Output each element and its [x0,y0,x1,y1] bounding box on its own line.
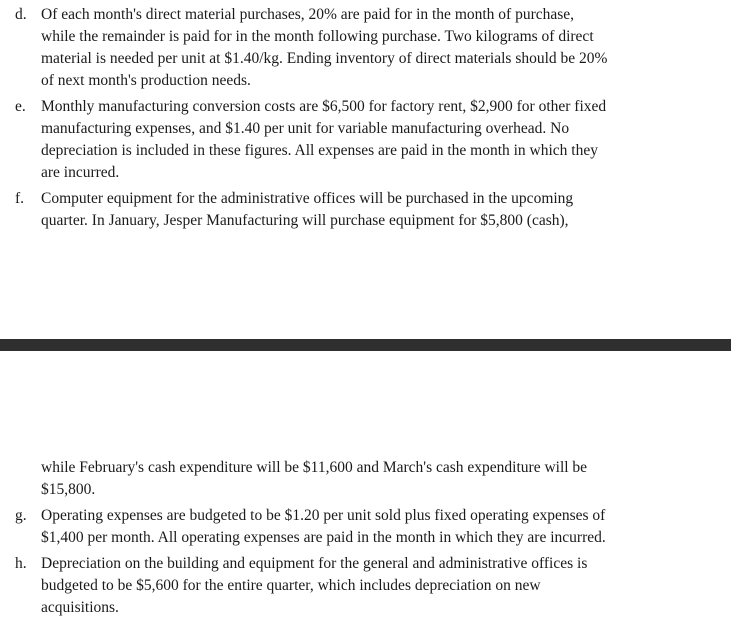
list-item-g [0,505,731,549]
item-line: quarter. In January, Jesper Manufacturing will purchase equipment for $5,800 (cash), [41,212,569,229]
list-item-e [0,96,731,184]
item-line: manufacturing expenses, and $1.40 per unit for variable manufacturing overhead. No [41,120,570,137]
item-marker: f. [15,190,25,207]
item-line: $1,400 per month. All operating expenses are paid in the month in which they are incurred. [41,529,606,546]
list-item-d [0,4,731,92]
item-marker: e. [15,98,26,115]
item-line: material is needed per unit at $1.40/kg. Ending inventory of direct materials should be 20% [41,50,608,67]
item-line: $15,800. [41,481,96,498]
list-item-f [0,188,731,232]
item-marker: d. [15,6,27,23]
page-break-divider [0,339,731,351]
item-line: while the remainder is paid for in the month following purchase. Two kilograms of direct [41,28,594,45]
item-line: Computer equipment for the administrative offices will be purchased in the upcoming [41,190,574,207]
bottom-section [0,457,731,619]
item-line: budgeted to be $5,600 for the entire quarter, which includes depreciation on new [41,577,541,594]
item-line: acquisitions. [41,599,119,616]
item-line: while February's cash expenditure will be $11,600 and March's cash expenditure will be [41,459,588,476]
item-line: Operating expenses are budgeted to be $1.20 per unit sold plus fixed operating expenses of [41,507,606,524]
item-line: depreciation is included in these figures. All expenses are paid in the month in which they [41,142,598,159]
item-line: Of each month's direct material purchases, 20% are paid for in the month of purchase, [41,6,575,23]
item-line: Depreciation on the building and equipment for the general and administrative offices is [41,555,588,572]
item-marker: h. [15,555,27,572]
top-section [0,4,731,232]
list-item-h [0,553,731,619]
item-marker: g. [15,507,27,524]
continuation-text [0,457,731,501]
item-line: are incurred. [41,164,120,181]
item-line: Monthly manufacturing conversion costs are $6,500 for factory rent, $2,900 for other fixed [41,98,607,115]
item-line: of next month's production needs. [41,72,251,89]
